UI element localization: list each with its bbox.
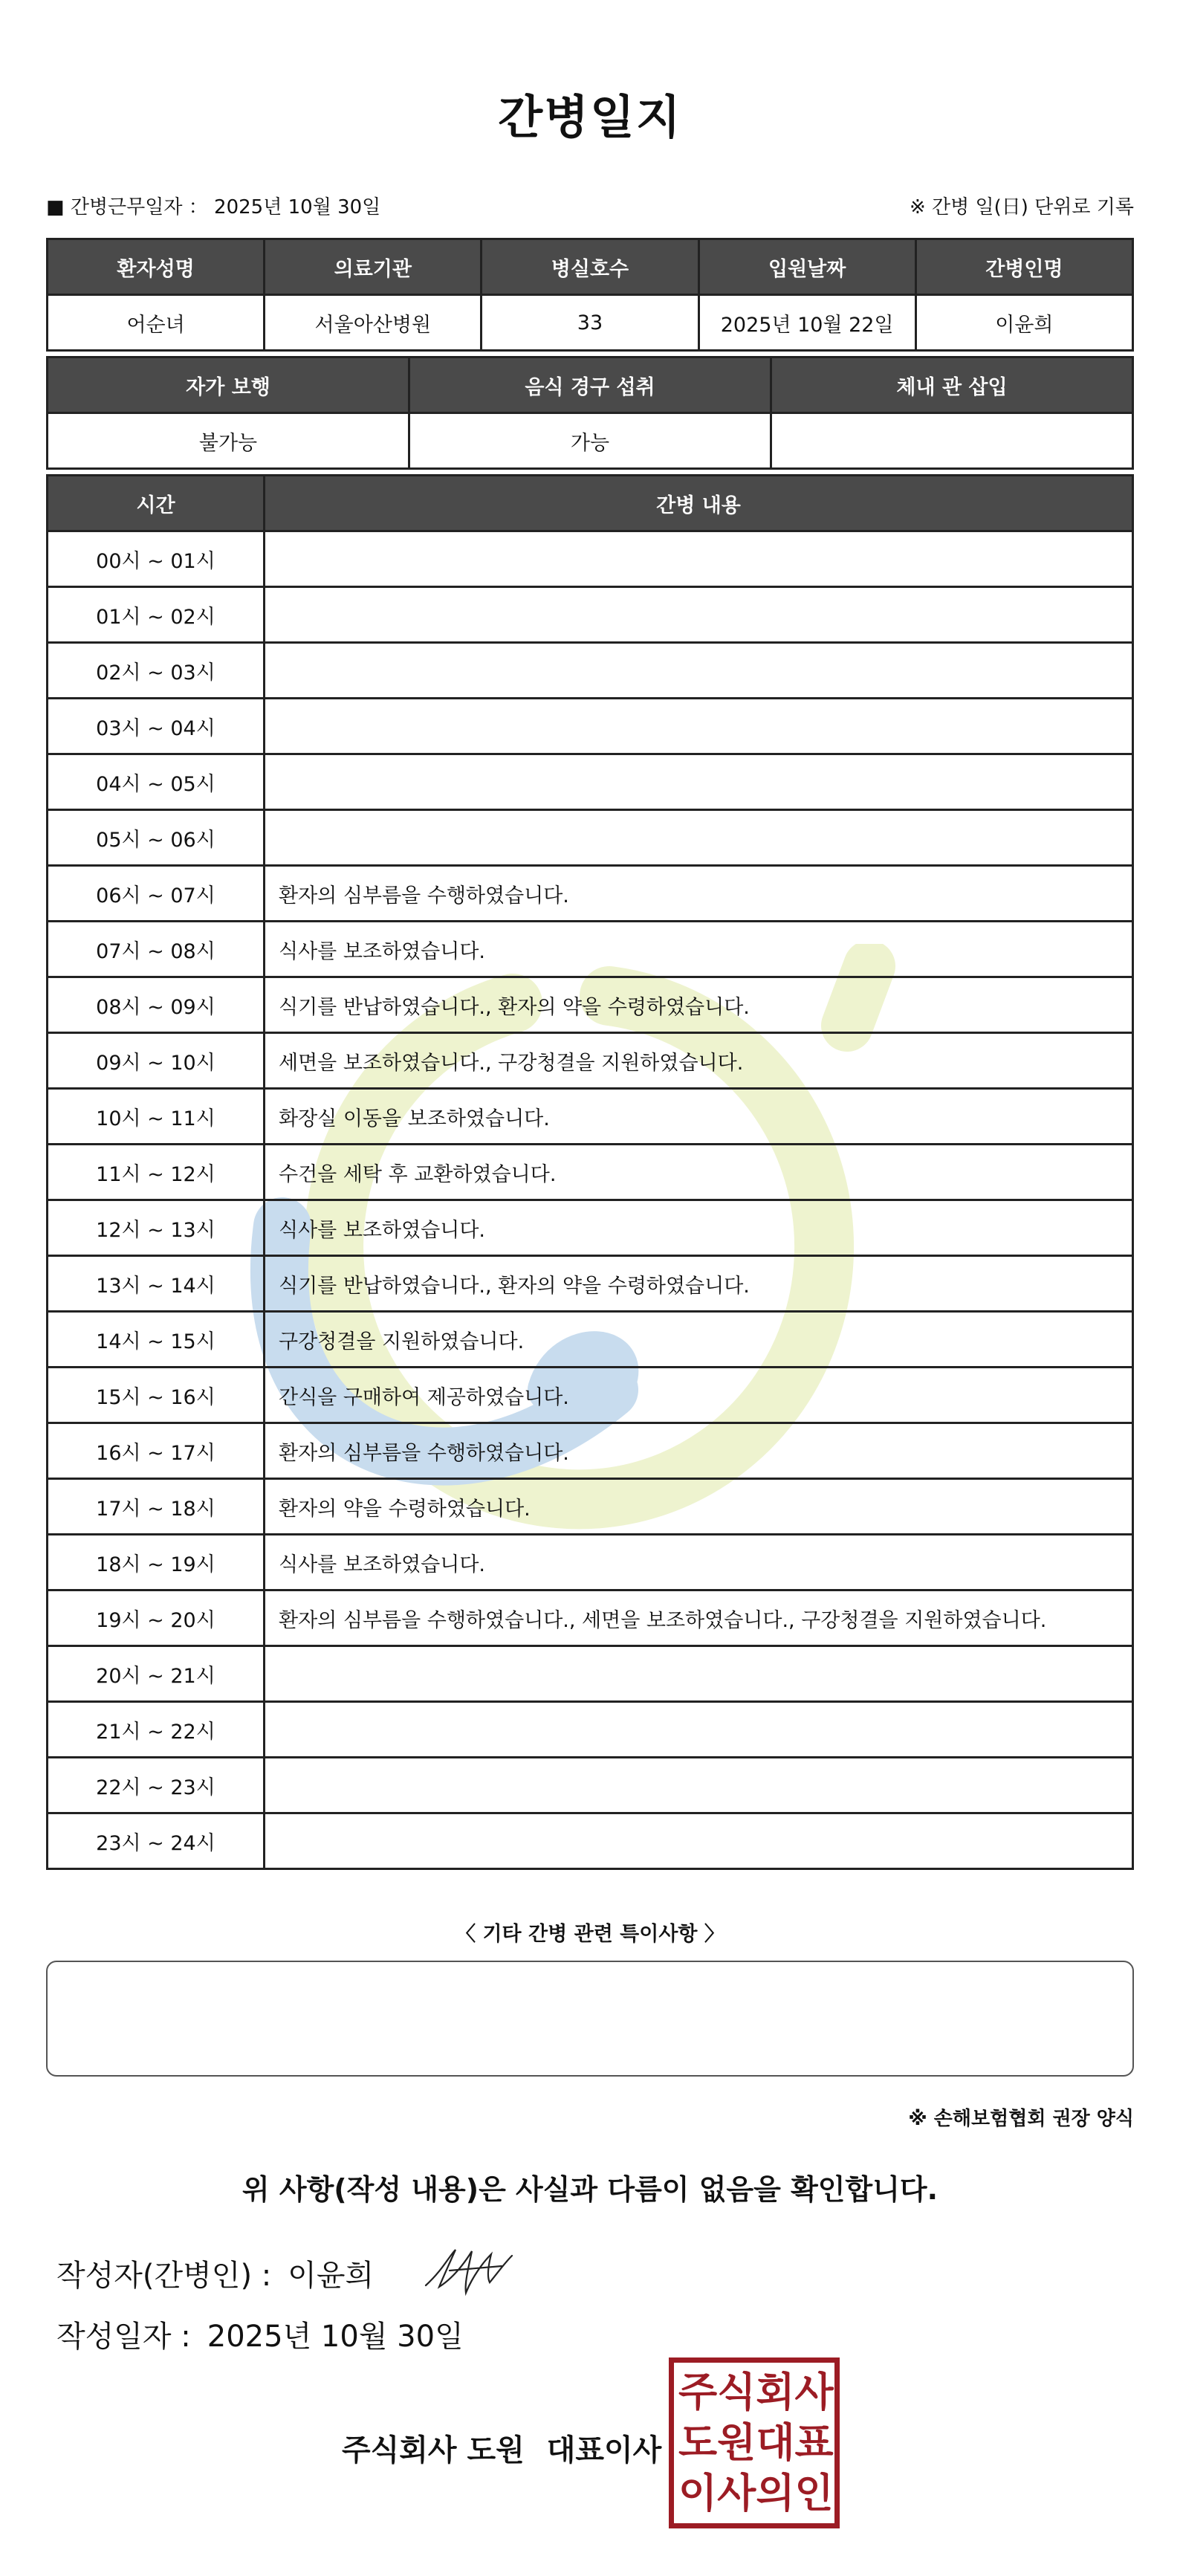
care-log-row: [48, 977, 1133, 1033]
writer-name: 이윤희: [288, 2259, 375, 2293]
care-log-row: [48, 1256, 1133, 1312]
seal-character: 표: [794, 2419, 834, 2466]
care-log-row: [48, 1145, 1133, 1200]
care-log-row: [48, 1646, 1133, 1702]
writer-line: [56, 2252, 374, 2294]
patient-info-value-row: [48, 295, 1133, 351]
care-log-content: [265, 699, 1133, 754]
care-log-time: 12시 ~ 13시: [48, 1200, 265, 1256]
care-log-row: [48, 810, 1133, 866]
care-log-time: 00시 ~ 01시: [48, 531, 265, 587]
care-log-time: 09시 ~ 10시: [48, 1033, 265, 1089]
admission-date: 2025년 10월 22일: [698, 295, 915, 351]
oral-intake-value: 가능: [409, 413, 771, 469]
care-log-time: 19시 ~ 20시: [48, 1590, 265, 1646]
seal-character: 대: [756, 2419, 795, 2466]
care-log-content: 수건을 세탁 후 교환하였습니다.: [265, 1145, 1133, 1200]
care-log-rows: [48, 531, 1133, 1869]
care-log-content: [265, 810, 1133, 866]
care-log-row: [48, 587, 1133, 643]
care-log-row: [48, 531, 1133, 587]
care-log-content: [265, 1646, 1133, 1702]
care-log-content: 식기를 반납하였습니다., 환자의 약을 수령하였습니다.: [265, 977, 1133, 1033]
header-oral-intake: 음식 경구 섭취: [409, 357, 771, 413]
status-header-row: [48, 357, 1133, 413]
header-tube-insertion: 체내 관 삽입: [771, 357, 1133, 413]
care-log-time: 04시 ~ 05시: [48, 754, 265, 810]
patient-status-table: [46, 356, 1134, 470]
care-log-content: 환자의 심부름을 수행하였습니다.: [265, 866, 1133, 922]
care-log-time: 14시 ~ 15시: [48, 1312, 265, 1368]
care-log-content: 식사를 보조하였습니다.: [265, 1200, 1133, 1256]
header-self-walking: 자가 보행: [48, 357, 409, 413]
care-log-time: 16시 ~ 17시: [48, 1423, 265, 1479]
care-log-time: 03시 ~ 04시: [48, 699, 265, 754]
care-log-time: 05시 ~ 06시: [48, 810, 265, 866]
care-log-content: 식사를 보조하였습니다.: [265, 922, 1133, 977]
tube-insertion-value: [771, 413, 1133, 469]
company-line: [342, 2427, 661, 2469]
written-date-label: 작성일자 :: [56, 2320, 191, 2354]
care-log-content: [265, 1813, 1133, 1869]
work-date-label: ■ 간병근무일자 ： 2025년 10월 30일: [46, 196, 381, 219]
care-log-row: [48, 1813, 1133, 1869]
care-log-content: [265, 1758, 1133, 1813]
seal-character: 인: [794, 2470, 834, 2517]
care-log-time: 02시 ~ 03시: [48, 643, 265, 699]
care-log-header-row: [48, 476, 1133, 531]
seal-character: 사: [717, 2470, 756, 2517]
care-log-row: [48, 1033, 1133, 1089]
unit-note: ※ 간병 일(日) 단위로 기록: [909, 196, 1134, 219]
seal-character: 의: [756, 2470, 795, 2517]
seal-character: 식: [717, 2369, 756, 2415]
header-care-content: 간병 내용: [265, 476, 1133, 531]
patient-name: 어순녀: [48, 295, 265, 351]
care-log-content: 식사를 보조하였습니다.: [265, 1535, 1133, 1590]
care-log-row: [48, 866, 1133, 922]
care-log-content: 환자의 심부름을 수행하였습니다., 세면을 보조하였습니다., 구강청결을 지원하였습니다.: [265, 1590, 1133, 1646]
patient-info-table: [46, 238, 1134, 352]
care-log-row: [48, 1423, 1133, 1479]
written-date-value: 2025년 10월 30일: [207, 2320, 464, 2354]
care-log-content: 식기를 반납하였습니다., 환자의 약을 수령하였습니다.: [265, 1256, 1133, 1312]
care-log-row: [48, 922, 1133, 977]
care-log-time: 15시 ~ 16시: [48, 1368, 265, 1423]
handwritten-signature: [420, 2241, 516, 2300]
care-log-row: [48, 754, 1133, 810]
care-log-row: [48, 1758, 1133, 1813]
care-log-content: 환자의 심부름을 수행하였습니다.: [265, 1423, 1133, 1479]
recommendation-note: ※ 손해보험협회 권장 양식: [908, 2108, 1134, 2130]
header-caregiver-name: 간병인명: [915, 239, 1132, 295]
care-log-content: [265, 1702, 1133, 1758]
care-log-content: 화장실 이동을 보조하였습니다.: [265, 1089, 1133, 1145]
room-number: 33: [482, 295, 698, 351]
seal-characters: [678, 2367, 834, 2519]
care-log-row: [48, 1590, 1133, 1646]
writer-label: 작성자(간병인) :: [56, 2259, 272, 2293]
care-log-time: 21시 ~ 22시: [48, 1702, 265, 1758]
care-log-content: [265, 643, 1133, 699]
care-log-content: 환자의 약을 수령하였습니다.: [265, 1479, 1133, 1535]
care-log-time: 17시 ~ 18시: [48, 1479, 265, 1535]
patient-info-header-row: [48, 239, 1133, 295]
notes-box: [46, 1961, 1134, 2077]
care-log-content: 간식을 구매하여 제공하였습니다.: [265, 1368, 1133, 1423]
care-log-time: 18시 ~ 19시: [48, 1535, 265, 1590]
care-log-content: [265, 754, 1133, 810]
representative-title: 대표이사: [546, 2433, 662, 2467]
notes-label: 〈 기타 간병 관련 특이사항 〉: [456, 1923, 724, 1946]
header-admission-date: 입원날짜: [698, 239, 915, 295]
hospital-name: 서울아산병원: [265, 295, 482, 351]
care-log-row: [48, 1535, 1133, 1590]
seal-character: 주: [678, 2369, 718, 2415]
care-log-row: [48, 1200, 1133, 1256]
meta-row: [46, 192, 1134, 221]
care-log-content: [265, 587, 1133, 643]
care-log-time: 20시 ~ 21시: [48, 1646, 265, 1702]
care-log-time: 08시 ~ 09시: [48, 977, 265, 1033]
care-log-row: [48, 1312, 1133, 1368]
care-log-time: 06시 ~ 07시: [48, 866, 265, 922]
care-log-row: [48, 1368, 1133, 1423]
care-log-content: 구강청결을 지원하였습니다.: [265, 1312, 1133, 1368]
care-log-row: [48, 1702, 1133, 1758]
header-room-number: 병실호수: [482, 239, 698, 295]
care-log-time: 23시 ~ 24시: [48, 1813, 265, 1869]
header-patient-name: 환자성명: [48, 239, 265, 295]
care-log-time: 22시 ~ 23시: [48, 1758, 265, 1813]
header-hospital: 의료기관: [265, 239, 482, 295]
status-value-row: [48, 413, 1133, 469]
care-log-time: 11시 ~ 12시: [48, 1145, 265, 1200]
care-log-time: 10시 ~ 11시: [48, 1089, 265, 1145]
care-log-row: [48, 1089, 1133, 1145]
document-title: 간병일지: [498, 90, 682, 144]
confirmation-statement: 위 사항(작성 내용)은 사실과 다름이 없음을 확인합니다.: [241, 2173, 939, 2206]
care-log-content: 세면을 보조하였습니다., 구강청결을 지원하였습니다.: [265, 1033, 1133, 1089]
header-time: 시간: [48, 476, 265, 531]
care-log-time: 01시 ~ 02시: [48, 587, 265, 643]
care-log-row: [48, 643, 1133, 699]
caregiver-name: 이윤희: [915, 295, 1132, 351]
seal-character: 도: [678, 2419, 718, 2466]
care-log-row: [48, 699, 1133, 754]
care-log-time: 07시 ~ 08시: [48, 922, 265, 977]
care-log-content: [265, 531, 1133, 587]
company-name: 주식회사 도원: [342, 2433, 525, 2467]
care-log-time: 13시 ~ 14시: [48, 1256, 265, 1312]
care-log-row: [48, 1479, 1133, 1535]
seal-character: 이: [678, 2470, 718, 2517]
seal-character: 회: [756, 2369, 795, 2415]
seal-character: 원: [717, 2419, 756, 2466]
written-date-line: [56, 2313, 464, 2355]
seal-character: 사: [794, 2369, 834, 2415]
care-log-table: [46, 474, 1134, 1870]
self-walking-value: 불가능: [48, 413, 409, 469]
company-seal-stamp: [669, 2357, 840, 2528]
